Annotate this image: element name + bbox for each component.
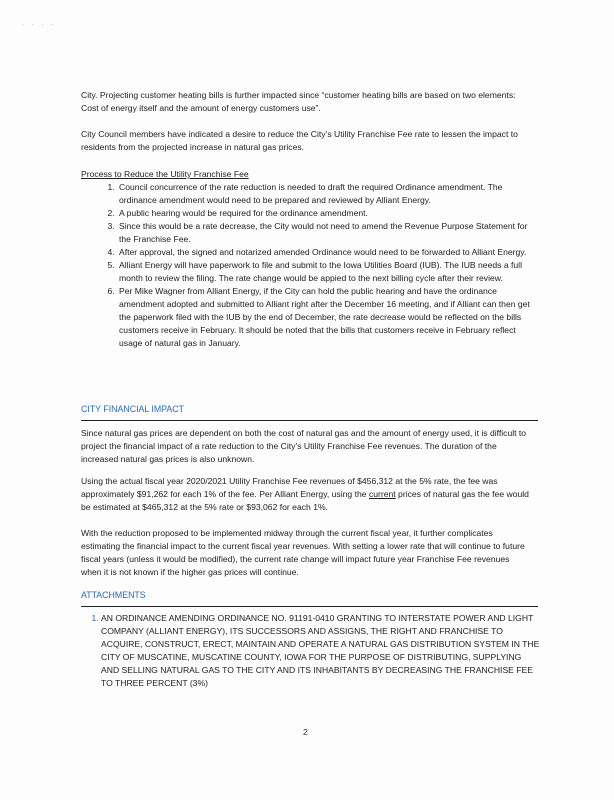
financial-impact-paragraph-2 [81,475,531,514]
attachment-item[interactable]: 1. AN ORDINANCE AMENDING ORDINANCE NO. 91191-0410 GRANTING TO INTERSTATE POWER AND LIGHT COMPANY (ALLIANT ENERGY), ITS SUCCESSORS AND ASSIGNS, THE RIGHT AND FRANCHISE TO ACQUIRE, CONSTRUCT, ERECT, MAINTAIN AND OPERATE A NATURAL GAS DISTRIBUTION SYSTEM IN THE CITY OF MUSCATINE, MUSCATINE COUNTY, IOWA FOR THE PURPOSE OF DISTRIBUTING, SUPPLYING AND SELLING NATURAL GAS TO THE CITY AND ITS INHABITANTS BY DECREASING THE FRANCHISE FEE TO THREE PERCENT (3%) [101,612,541,690]
process-steps-list [81,181,531,350]
financial-text: Using the actual fiscal year 2020/2021 Utility Franchise Fee revenues of $456,312 at the 5% rate, the fee was approximately $91,262 for each 1% of the fee. Per Alliant Energy, using the [81,476,498,499]
intro-paragraph-2: City Council members have indicated a desire to reduce the City’s Utility Franchise Fee rate to lessen the impact to residents from the projected increase in natural gas prices. [81,129,518,152]
scan-artifact: . . . . [22,20,57,27]
process-step: 6. Per Mike Wagner from Alliant Energy, if the City can hold the public hearing and have the ordinance amendment adopted and submitted to Alliant right after the December 16 meeting, and if Alliant can then get the paperwork filed with the IUB by the end of December, the rate decrease would be reflected on the bills customers receive in February. It should be noted that the bills that customers receive in February reflect usage of natural gas in January. [117,285,531,350]
financial-impact-paragraph-3: With the reduction proposed to be implemented midway through the current fiscal year, it further complicates estimating the financial impact to the current fiscal year revenues. With setting a lower rate that will continue to future fiscal years (unless it would be modified), the current rate change will impact future year Franchise Fee revenues when it is not known if the higher gas prices will continue. [81,528,525,577]
process-step: 2. A public hearing would be required for the ordinance amendment. [117,207,531,220]
page-number: 2 [303,727,308,737]
process-step: 4. After approval, the signed and notarized amended Ordinance would need to be forwarded to Alliant Energy. [117,246,531,259]
section-heading-financial-impact: CITY FINANCIAL IMPACT [81,403,538,421]
emphasis-current: current [368,489,396,499]
process-step: 1. Council concurrence of the rate reduction is needed to draft the required Ordinance amendment. The ordinance amendment would need to be prepared and reviewed by Alliant Energy. [117,181,531,207]
financial-impact-paragraph-1: Since natural gas prices are dependent on both the cost of natural gas and the amount of energy used, it is difficult to project the financial impact of a rate reduction to the City’s Utility Franchise Fee revenues. The duration of the increased natural gas prices is also unknown. [81,428,527,464]
intro-paragraph-1: City. Projecting customer heating bills is further impacted since “customer heating bills are based on two elements: Cost of energy itself and the amount of energy customers use”. [81,90,516,113]
process-step: 5. Alliant Energy will have paperwork to file and submit to the Iowa Utilities Board (IUB). The IUB needs a full month to review the filing. The rate change would be appied to the next billing cycle after their review. [117,259,531,285]
section-heading-attachments: ATTACHMENTS [81,589,538,607]
process-step: 3. Since this would be a rate decrease, the City would not need to amend the Revenue Purpose Statement for the Franchise Fee. [117,220,531,246]
attachments-list [81,612,541,690]
process-heading: Process to Reduce the Utility Franchise Fee [81,169,249,179]
financial-text: prices of natural gas the fee would be estimated at $465,312 at the 5% rate or $93,062 for each 1%. [81,489,529,512]
